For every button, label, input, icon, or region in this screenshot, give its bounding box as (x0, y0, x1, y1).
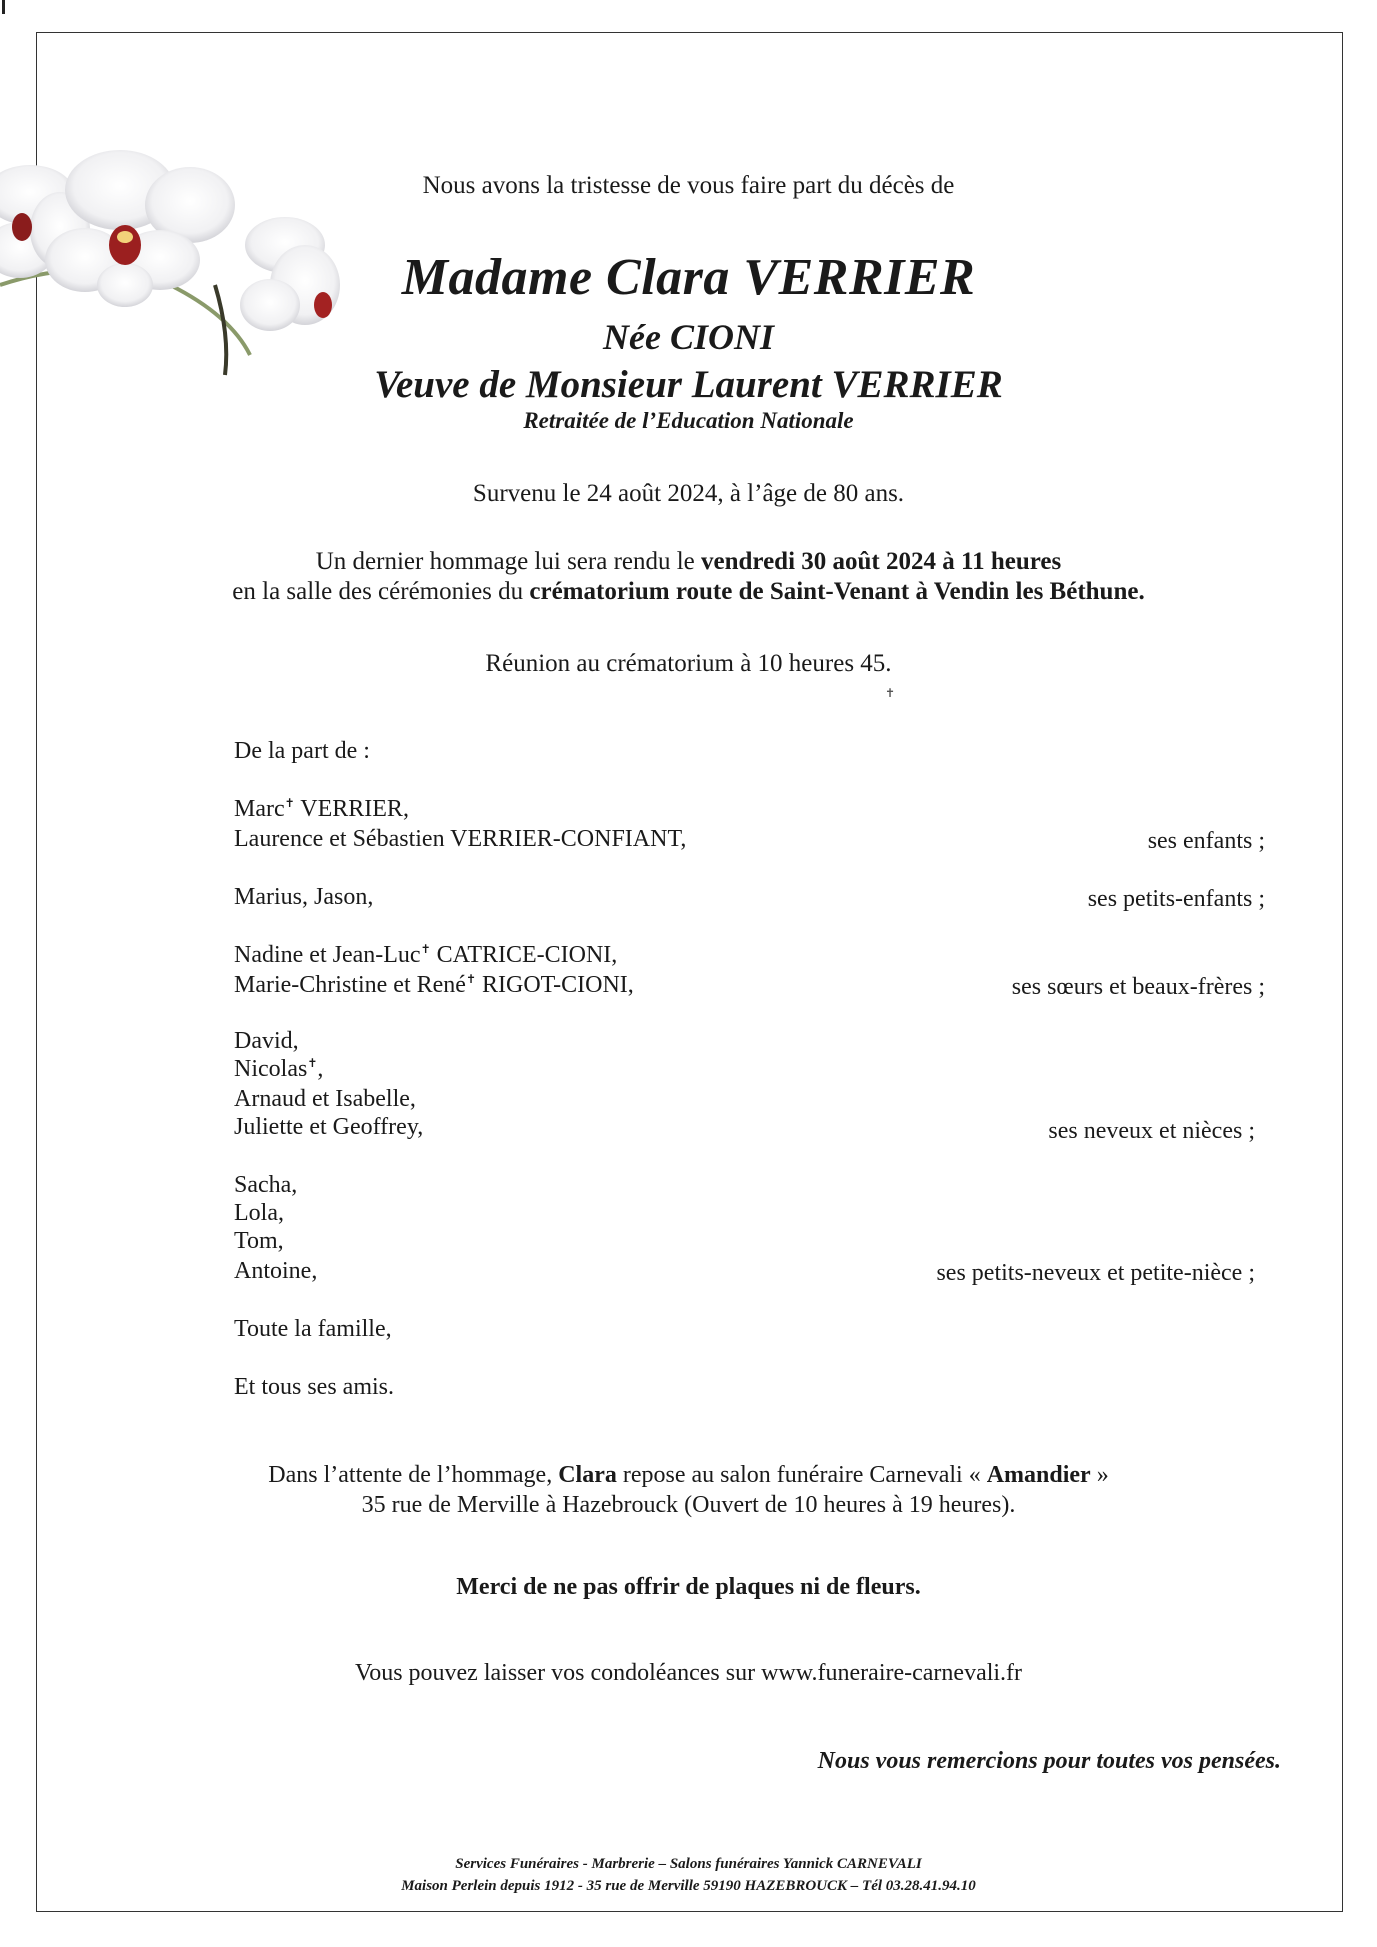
no-flowers-notice: Merci de ne pas offrir de plaques ni de fleurs. (456, 1574, 921, 1600)
repose-line: Dans l’attente de l’hommage, Clara repose au salon funéraire Carnevali « Amandier » (268, 1462, 1109, 1488)
ceremony-place: crématorium route de Saint-Venant à Vendin les Béthune. (529, 578, 1145, 605)
relation-label: ses petits-neveux et petite-nièce ; (936, 1260, 1255, 1286)
family-member: Juliette et Geoffrey, (234, 1114, 424, 1140)
family-member: Sacha, (234, 1172, 298, 1198)
family-member: Toute la famille, (234, 1316, 392, 1342)
ceremony-date-line (0, 548, 1377, 576)
family-member: Laurence et Sébastien VERRIER-CONFIANT, (234, 826, 687, 852)
ceremony-place-prefix: en la salle des cérémonies du (232, 578, 530, 605)
relation-label: ses neveux et nièces ; (1048, 1118, 1255, 1144)
relation-label: ses petits-enfants ; (1087, 886, 1265, 912)
condolences-text: Vous pouvez laisser vos condoléances sur www.funeraire-carnevali.fr (354, 1660, 1023, 1686)
family-member: Nicolas✝, (234, 1056, 324, 1082)
cross-icon: ✝ (284, 796, 295, 810)
ceremony-prefix: Un dernier hommage lui sera rendu le (315, 548, 702, 575)
thanks-signature: Nous vous remercions pour toutes vos pensées. (817, 1748, 1281, 1774)
family-member: Marc✝ VERRIER, (234, 796, 409, 822)
footer-address: Maison Perlein depuis 1912 - 35 rue de Merville 59190 HAZEBROUCK – Tél 03.28.41.94.10 (401, 1878, 976, 1894)
family-member: David, (234, 1028, 299, 1054)
cross-mark: ✝ (885, 686, 896, 700)
family-member: Marius, Jason, (234, 884, 374, 910)
family-member: Antoine, (234, 1258, 318, 1284)
relation-label: ses sœurs et beaux-frères ; (1011, 974, 1265, 1000)
relation-label: ses enfants ; (1147, 828, 1265, 854)
death-date: Survenu le 24 août 2024, à l’âge de 80 ans. (472, 480, 905, 507)
family-member: Tom, (234, 1228, 284, 1254)
maiden-name: Née CIONI (603, 317, 774, 357)
family-member: Et tous ses amis. (234, 1374, 394, 1400)
intro-text: Nous avons la tristesse de vous faire part du décès de (422, 172, 955, 199)
family-intro: De la part de : (234, 738, 370, 764)
cross-icon: ✝ (420, 942, 431, 956)
family-member: Marie-Christine et René✝ RIGOT-CIONI, (234, 972, 634, 998)
widow-line: Veuve de Monsieur Laurent VERRIER (374, 363, 1003, 406)
ceremony-place-line (0, 578, 1377, 606)
ceremony-date: vendredi 30 août 2024 à 11 heures (701, 548, 1062, 575)
funeral-home-address: 35 rue de Merville à Hazebrouck (Ouvert de 10 heures à 19 heures). (361, 1492, 1016, 1518)
cross-icon: ✝ (465, 972, 476, 986)
cross-icon: ✝ (307, 1056, 318, 1070)
deceased-name: Madame Clara VERRIER (401, 249, 976, 306)
family-member: Nadine et Jean-Luc✝ CATRICE-CIONI, (234, 942, 618, 968)
scan-mark (2, 0, 5, 14)
footer-company: Services Funéraires - Marbrerie – Salons funéraires Yannick CARNEVALI (455, 1856, 922, 1872)
family-member: Arnaud et Isabelle, (234, 1086, 416, 1112)
profession: Retraitée de l’Education Nationale (523, 408, 854, 433)
reunion-time: Réunion au crématorium à 10 heures 45. (485, 650, 892, 677)
family-member: Lola, (234, 1200, 284, 1226)
